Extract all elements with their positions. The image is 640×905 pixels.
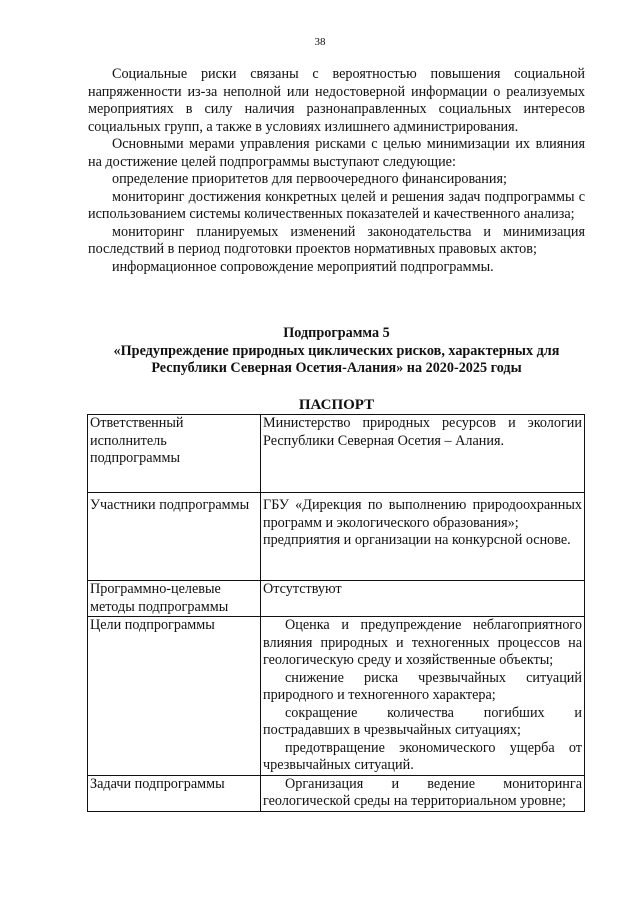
- value-line: снижение риска чрезвычайных ситуаций природного и техногенного характера;: [263, 669, 582, 703]
- table-row: [88, 581, 585, 617]
- row-value: [261, 775, 585, 811]
- table-row: [88, 775, 585, 811]
- row-label: Задачи подпрограммы: [88, 775, 261, 811]
- row-value: [261, 581, 585, 617]
- intro-paragraph: Социальные риски связаны с вероятностью повышения социальной напряженности из-за неполной или недостоверной информации о реализуемых мероприятиях в силу наличия разнонаправленных социальных интересов социальных групп, а также в условиях излишнего администрирования.: [88, 66, 585, 135]
- intro-paragraph: мониторинг достижения конкретных целей и решения задач подпрограммы с использованием системы количественных показателей и качественного анализа;: [88, 188, 585, 222]
- intro-text: [88, 66, 585, 276]
- intro-paragraph: информационное сопровождение мероприятий подпрограммы.: [112, 258, 494, 275]
- value-line: Оценка и предупреждение неблагоприятного влияния природных и техногенных процессов на геологическую среду и хозяйственные объекты;: [263, 617, 582, 668]
- intro-paragraph: определение приоритетов для первоочередного финансирования;: [112, 171, 507, 187]
- passport-table: [87, 414, 585, 812]
- page-number: 38: [314, 36, 326, 48]
- value-line: Министерство природных ресурсов и экологии Республики Северная Осетия – Алания.: [263, 415, 582, 449]
- value-line: ГБУ «Дирекция по выполнению природоохранных программ и экологического образования»;: [263, 497, 582, 531]
- value-line: Отсутствуют: [263, 581, 342, 597]
- row-label: Программно-целевые методы подпрограммы: [88, 581, 261, 617]
- value-line: предотвращение экономического ущерба от чрезвычайных ситуаций.: [263, 739, 582, 773]
- subprogram-number: Подпрограмма 5: [283, 325, 390, 341]
- table-row: [88, 493, 585, 581]
- value-line: Организация и ведение мониторинга геологической среды на территориальном уровне;: [263, 775, 582, 809]
- subprogram-heading: [88, 325, 585, 378]
- row-label: Цели подпрограммы: [88, 617, 261, 776]
- value-line: предприятия и организации на конкурсной основе.: [263, 532, 571, 548]
- row-label-text: Участники подпрограммы: [90, 497, 250, 513]
- row-label: [88, 493, 261, 581]
- row-value: [261, 493, 585, 581]
- passport-title: ПАСПОРТ: [298, 397, 375, 413]
- row-value: [261, 617, 585, 776]
- intro-paragraph: Основными мерами управления рисками с целью минимизации их влияния на достижение целей подпрограммы выступают следующие:: [88, 136, 585, 170]
- row-value: [261, 415, 585, 493]
- table-row: [88, 415, 585, 493]
- table-row: [88, 617, 585, 776]
- subprogram-title: «Предупреждение природных циклических рисков, характерных для Республики Северная Осетия-Алания» на 2020-2025 годы: [113, 342, 560, 376]
- row-label: Ответственный исполнитель подпрограммы: [88, 415, 261, 493]
- value-line: сокращение количества погибших и пострадавших в чрезвычайных ситуациях;: [263, 704, 582, 738]
- intro-paragraph: мониторинг планируемых изменений законодательства и минимизация последствий в период подготовки проектов нормативных правовых актов;: [88, 223, 585, 257]
